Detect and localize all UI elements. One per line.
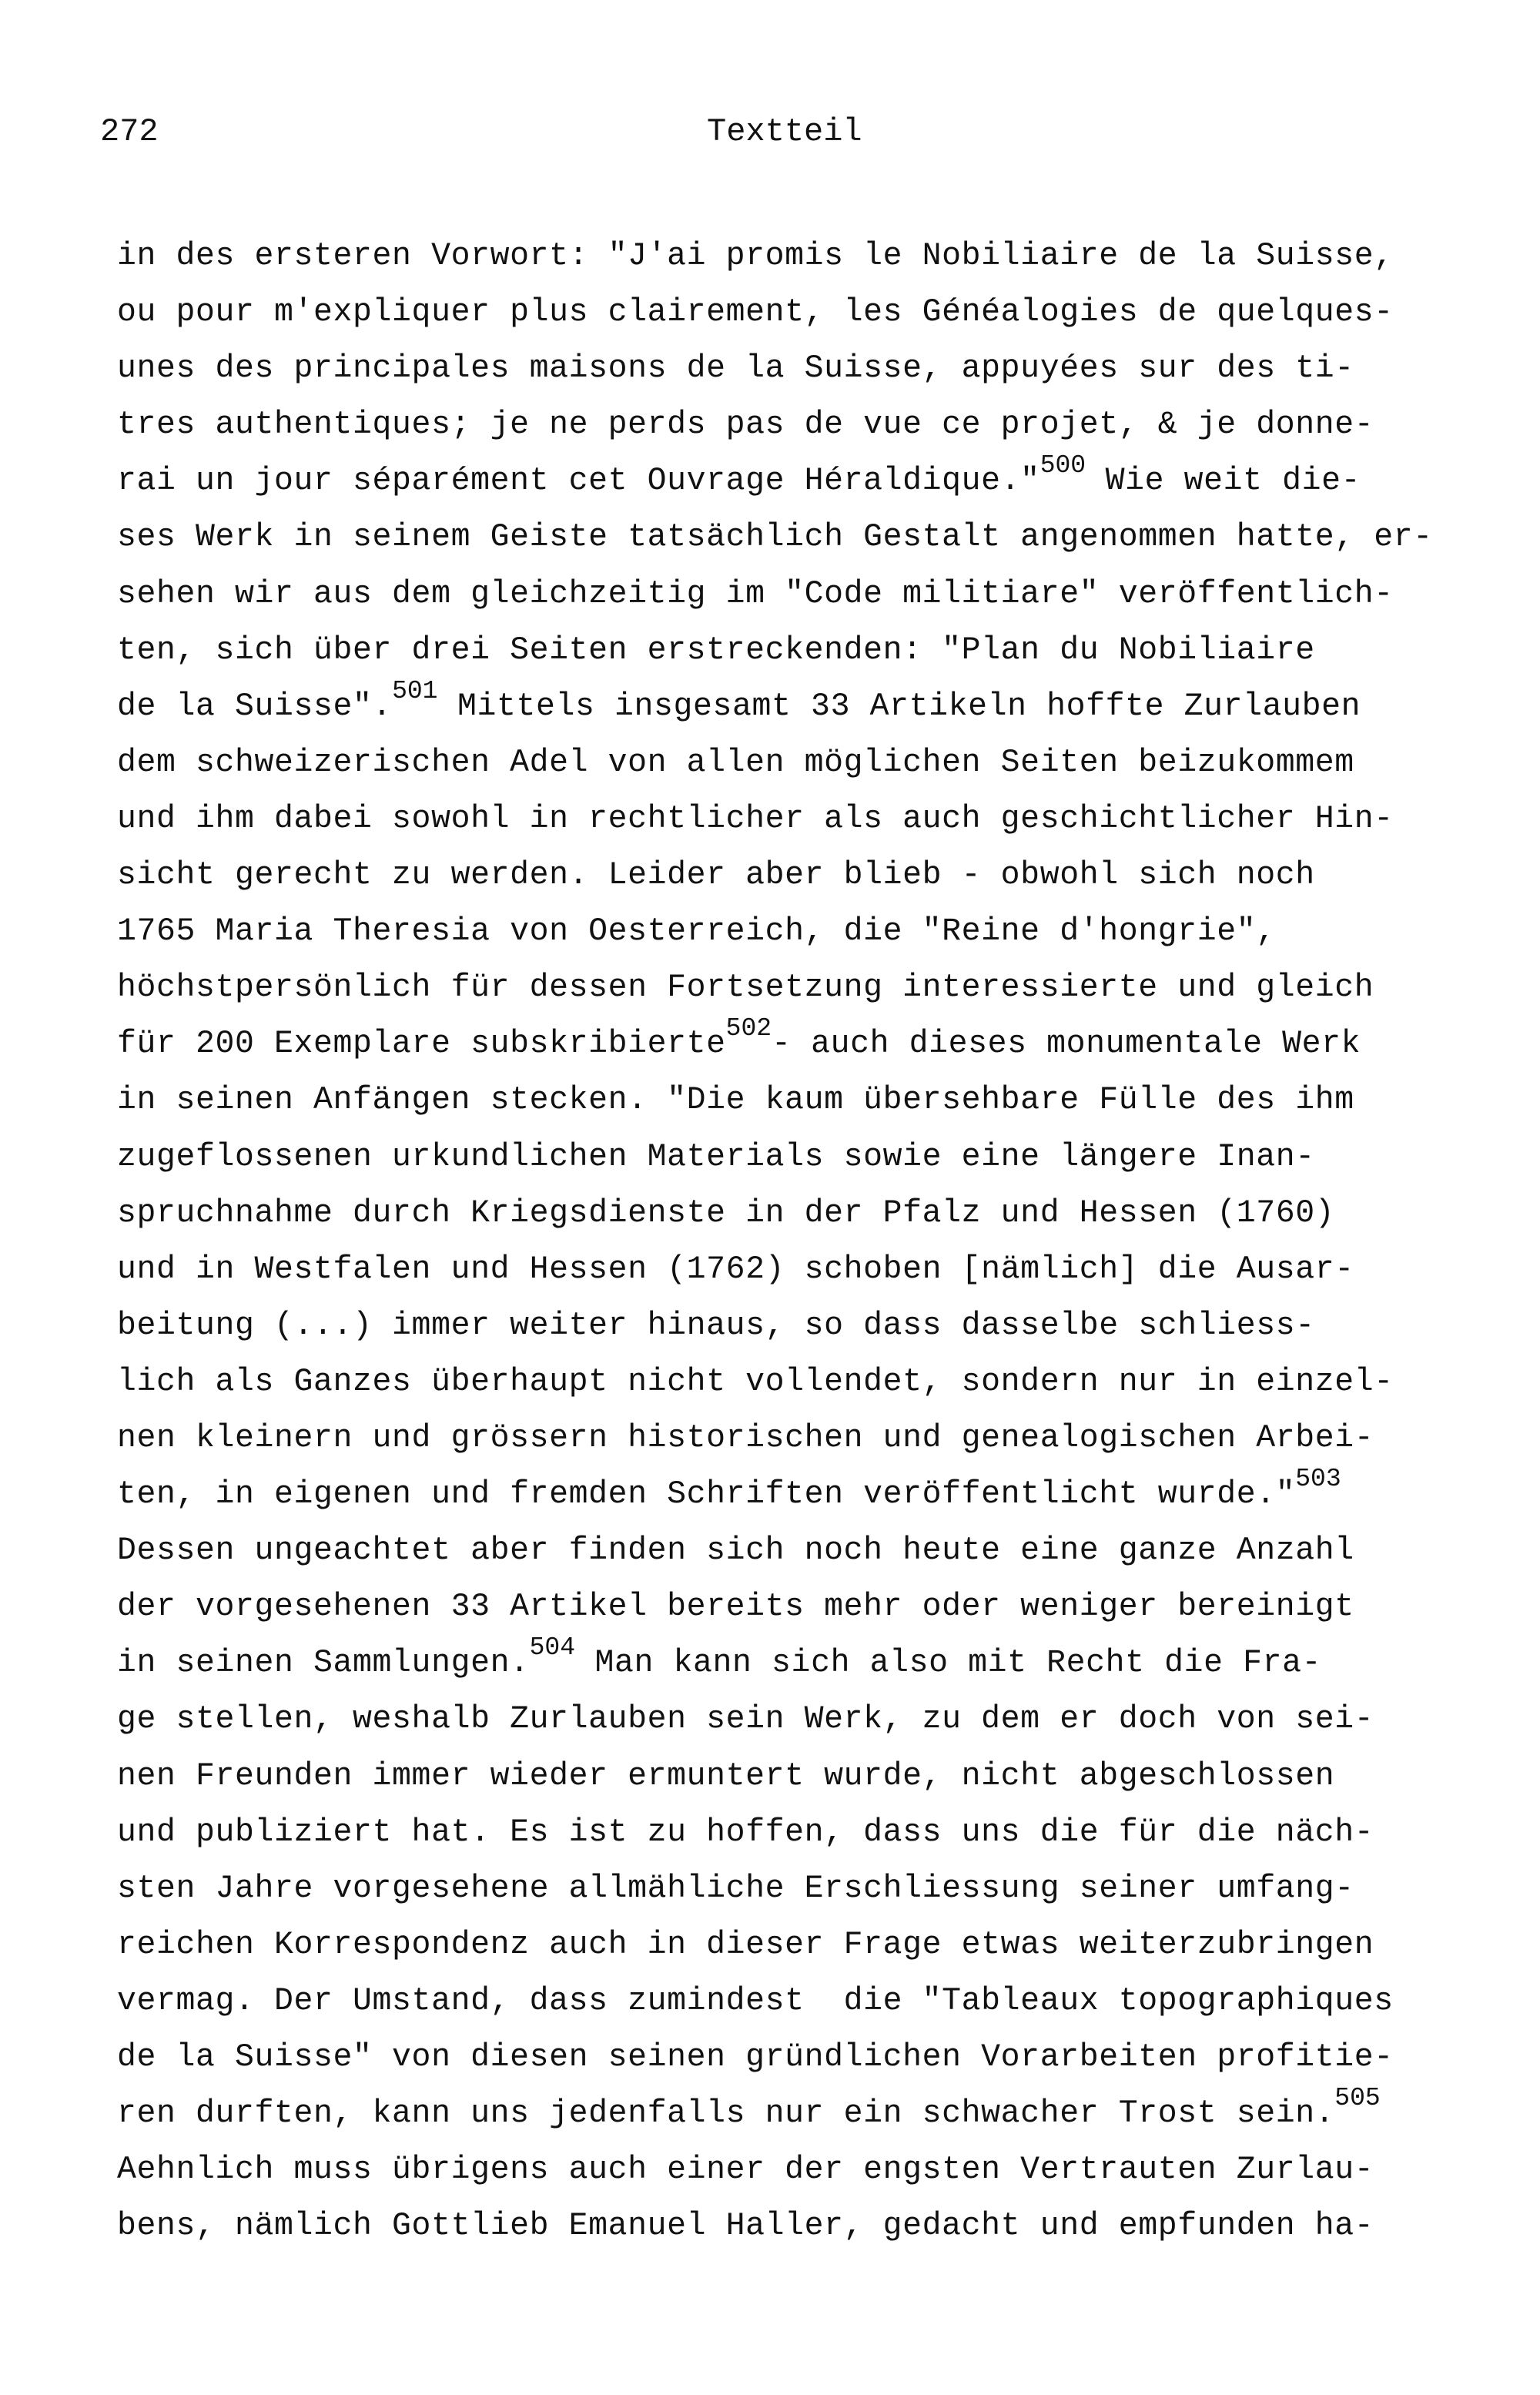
text-line: sicht gerecht zu werden. Leider aber blieb - obwohl sich noch <box>117 857 1315 894</box>
text-line: de la Suisse" von diesen seinen gründlichen Vorarbeiten profitie- <box>117 2039 1394 2075</box>
text-line: zugeflossenen urkundlichen Materials sowie eine längere Inan- <box>117 1138 1315 1175</box>
footnote-marker: 505 <box>1334 2084 1381 2113</box>
text-line: der vorgesehenen 33 Artikel bereits mehr oder weniger bereinigt <box>117 1589 1354 1626</box>
body-text <box>117 228 1488 2254</box>
text-segment: ten, in eigenen und fremden Schriften veröffentlicht wurde." <box>117 1476 1296 1513</box>
text-line <box>117 1016 1488 1072</box>
text-line <box>117 1466 1488 1522</box>
text-line: nen Freunden immer wieder ermuntert wurde, nicht abgeschlossen <box>117 1757 1335 1794</box>
text-segment: für 200 Exemplare subskribierte <box>117 1026 726 1063</box>
text-line: sten Jahre vorgesehene allmähliche Erschliessung seiner umfang- <box>117 1870 1354 1907</box>
text-segment: - auch dieses monumentale Werk <box>772 1026 1361 1063</box>
text-line: Dessen ungeachtet aber finden sich noch heute eine ganze Anzahl <box>117 1532 1354 1569</box>
footnote-marker: 500 <box>1040 451 1086 481</box>
text-line: höchstpersönlich für dessen Fortsetzung interessierte und gleich <box>117 970 1374 1007</box>
text-segment: in seinen Sammlungen. <box>117 1645 530 1682</box>
text-line: Aehnlich muss übrigens auch einer der engsten Vertrauten Zurlau- <box>117 2152 1374 2189</box>
footnote-marker: 501 <box>392 676 438 705</box>
footnote-marker: 504 <box>529 1633 576 1663</box>
footnote-marker: 502 <box>725 1014 772 1043</box>
text-line: reichen Korrespondenz auch in dieser Frage etwas weiterzubringen <box>117 1926 1374 1963</box>
text-line: vermag. Der Umstand, dass zumindest die "Tableaux topographiques <box>117 1982 1394 2019</box>
text-segment: Wie weit die- <box>1086 463 1361 500</box>
text-line: unes des principales maisons de la Suisse, appuyées sur des ti- <box>117 350 1354 387</box>
text-line: nen kleinern und grössern historischen und genealogischen Arbei- <box>117 1419 1374 1456</box>
text-line: in des ersteren Vorwort: "J'ai promis le Nobiliaire de la Suisse, <box>117 238 1394 274</box>
text-line: und publiziert hat. Es ist zu hoffen, dass uns die für die näch- <box>117 1814 1374 1851</box>
running-head: Textteil <box>707 113 862 150</box>
text-line: ses Werk in seinem Geiste tatsächlich Gestalt angenommen hatte, er- <box>117 519 1433 556</box>
text-line <box>117 678 1488 735</box>
text-line: und ihm dabei sowohl in rechtlicher als auch geschichtlicher Hin- <box>117 800 1394 837</box>
text-line: dem schweizerischen Adel von allen möglichen Seiten beizukommem <box>117 744 1354 781</box>
text-line: beitung (...) immer weiter hinaus, so dass dasselbe schliess- <box>117 1307 1315 1344</box>
footnote-marker: 503 <box>1295 1465 1341 1494</box>
text-line: ge stellen, weshalb Zurlauben sein Werk, zu dem er doch von sei- <box>117 1701 1374 1738</box>
text-line: in seinen Anfängen stecken. "Die kaum übersehbare Fülle des ihm <box>117 1082 1354 1119</box>
text-line: bens, nämlich Gottlieb Emanuel Haller, gedacht und empfunden ha- <box>117 2208 1374 2245</box>
text-segment: de la Suisse". <box>117 688 393 725</box>
text-segment: rai un jour séparément cet Ouvrage Héraldique." <box>117 463 1040 500</box>
text-line: tres authentiques; je ne perds pas de vue ce projet, & je donne- <box>117 407 1374 444</box>
text-segment: ren durften, kann uns jedenfalls nur ein schwacher Trost sein. <box>117 2095 1335 2132</box>
text-line: und in Westfalen und Hessen (1762) schoben [nämlich] die Ausar- <box>117 1251 1354 1288</box>
text-segment: Mittels insgesamt 33 Artikeln hoffte Zurlauben <box>437 688 1361 725</box>
text-line: spruchnahme durch Kriegsdienste in der Pfalz und Hessen (1760) <box>117 1194 1335 1231</box>
text-line: ou pour m'expliquer plus clairement, les Généalogies de quelques- <box>117 294 1394 331</box>
text-line: ten, sich über drei Seiten erstreckenden: "Plan du Nobiliaire <box>117 631 1315 668</box>
text-segment: Man kann sich also mit Recht die Fra- <box>575 1645 1322 1682</box>
text-line <box>117 2085 1488 2142</box>
text-line <box>117 1635 1488 1691</box>
text-line <box>117 453 1488 509</box>
text-line: 1765 Maria Theresia von Oesterreich, die "Reine d'hongrie", <box>117 913 1276 950</box>
page-number: 272 <box>100 113 159 150</box>
text-line: sehen wir aus dem gleichzeitig im "Code militiare" veröffentlich- <box>117 575 1394 612</box>
text-line: lich als Ganzes überhaupt nicht vollendet, sondern nur in einzel- <box>117 1363 1394 1400</box>
